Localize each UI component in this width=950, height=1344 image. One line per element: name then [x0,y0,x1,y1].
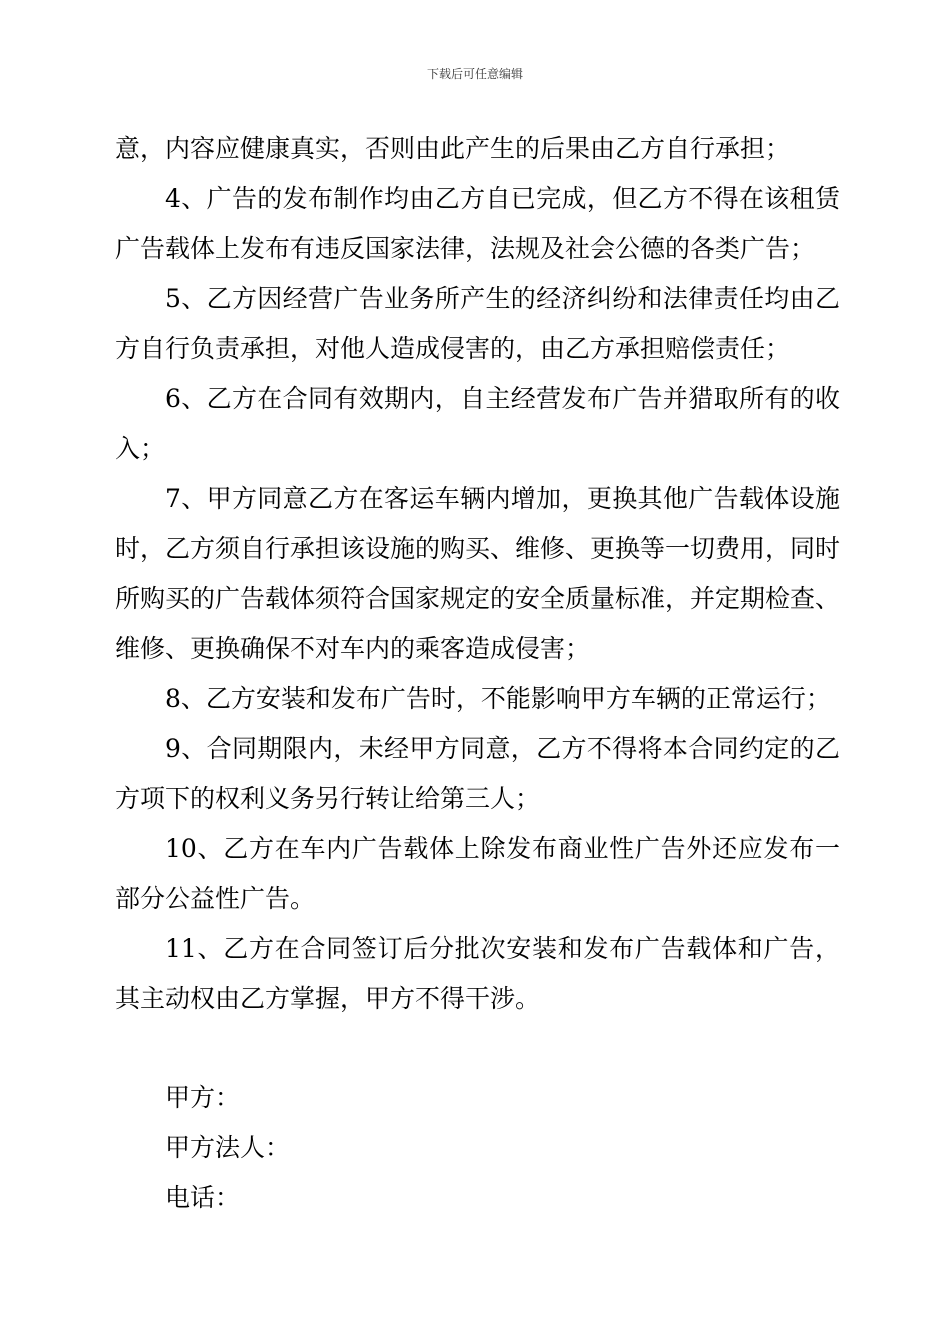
signature-block [165,1073,765,1223]
clause-8: 8、乙方安装和发布广告时，不能影响甲方车辆的正常运行； [165,684,831,713]
clause-7: 7、甲方同意乙方在客运车辆内增加，更换其他广告载体设施时，乙方须自行承担该设施的购买、维修、更换等一切费用，同时所购买的广告载体须符合国家规定的安全质量标准，并定期检查、维修、更换确保不对车内的乘客造成侵害； [115,484,841,663]
page-header: 下载后可任意编辑 [426,67,523,81]
paragraph-continuation: 意，内容应健康真实，否则由此产生的后果由乙方自行承担； [115,134,791,163]
phone-label: 电话： [165,1183,241,1212]
contract-body [115,124,840,1024]
clause-10: 10、乙方在车内广告载体上除发布商业性广告外还应发布一部分公益性广告。 [115,834,840,913]
clause-9: 9、合同期限内，未经甲方同意，乙方不得将本合同约定的乙方项下的权利义务另行转让给第三人； [115,734,840,813]
clause-5: 5、乙方因经营广告业务所产生的经济纠纷和法律责任均由乙方自行负责承担，对他人造成侵害的，由乙方承担赔偿责任； [115,284,840,363]
party-a-legal-label: 甲方法人： [165,1133,291,1162]
party-a-label: 甲方： [165,1083,241,1112]
clause-6: 6、乙方在合同有效期内，自主经营发布广告并猎取所有的收入； [115,384,840,463]
clause-11: 11、乙方在合同签订后分批次安装和发布广告载体和广告，其主动权由乙方掌握，甲方不得干涉。 [115,934,840,1013]
clause-4: 4、广告的发布制作均由乙方自已完成，但乙方不得在该租赁广告载体上发布有违反国家法律，法规及社会公德的各类广告； [115,184,840,263]
